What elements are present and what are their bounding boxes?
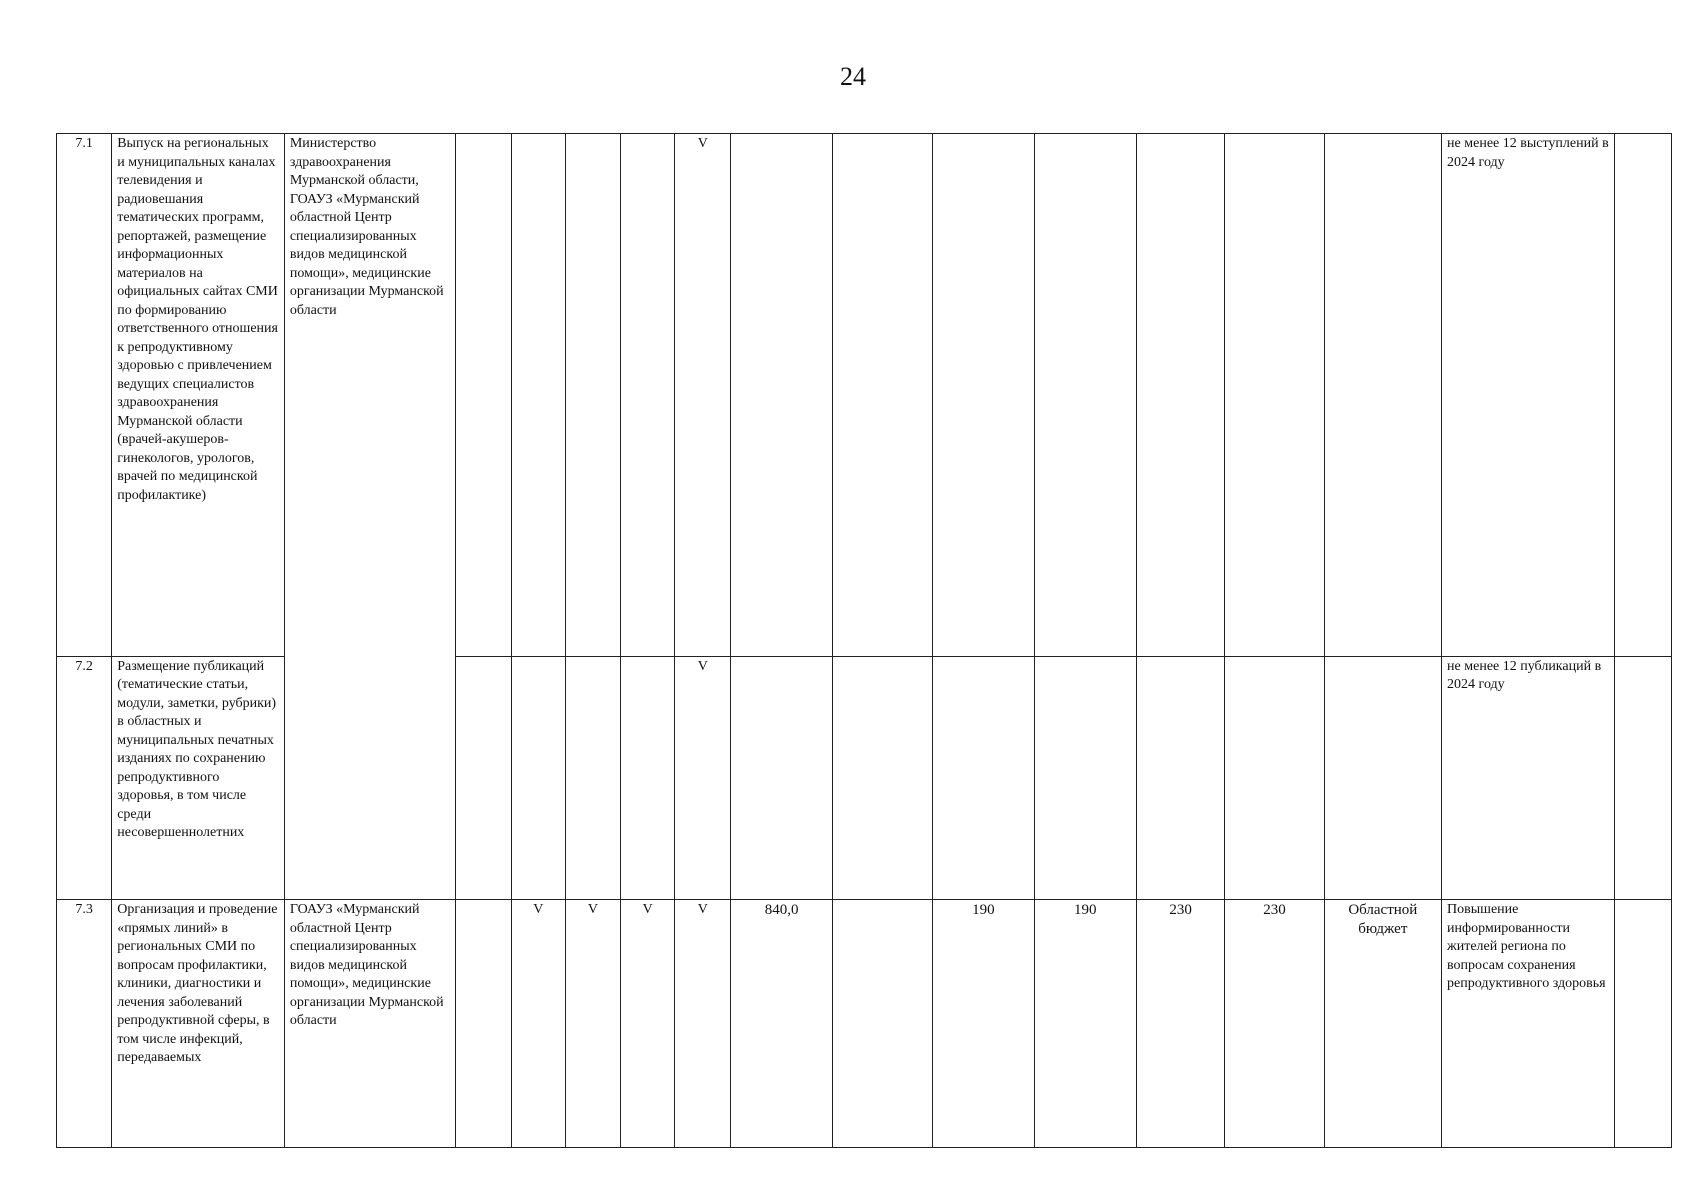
extra-mark-cell	[456, 900, 511, 1148]
table-row	[57, 134, 1672, 657]
executor-text: Министерство здравоохранения Мурманской области, ГОАУЗ «Мурманский областной Центр специализированных видов медицинской помощи», медицинские организации Мурманской области	[289, 136, 444, 318]
extra-cell	[1614, 134, 1671, 657]
executor-cell	[284, 900, 456, 1148]
quarter-4-mark: V	[675, 134, 731, 657]
year-2026-cell	[1225, 134, 1324, 657]
quarter-1-mark	[511, 656, 565, 900]
activity-cell	[112, 900, 285, 1148]
quarter-2-mark: V	[565, 900, 620, 1148]
extra-mark-cell	[456, 134, 511, 657]
result-cell	[1442, 656, 1615, 900]
result-cell	[1442, 900, 1615, 1148]
activity-text: Организация и проведение «прямых линий» в региональных СМИ по вопросам профилактики, клиники, диагностики и лечения заболеваний репродуктивной сферы, в том числе инфекций, передаваемых	[117, 902, 278, 1066]
year-2024-cell: 190	[1034, 900, 1136, 1148]
year-2022-cell	[832, 656, 932, 900]
executor-cell	[284, 134, 456, 900]
quarter-3-mark: V	[621, 900, 675, 1148]
funding-source-cell	[1324, 134, 1441, 657]
extra-cell	[1614, 656, 1671, 900]
quarter-1-mark	[511, 134, 565, 657]
activity-text: Размещение публикаций (тематические статьи, модули, заметки, рубрики) в областных и муниципальных печатных изданиях по сохранению репродуктивного здоровья, в том числе среди несовершеннолетних	[117, 658, 277, 841]
year-2024-cell	[1034, 656, 1136, 900]
year-2023-cell: 190	[933, 900, 1034, 1148]
year-2025-cell: 230	[1136, 900, 1224, 1148]
year-2026-cell: 230	[1225, 900, 1324, 1148]
year-2024-cell	[1034, 134, 1136, 657]
activity-text: Выпуск на региональных и муниципальных каналах телевидения и радиовешания тематических программ, репортажей, размещение информационных материалов на официальных сайтах СМИ по формированию ответственного отношения к репродуктивному здоровью с привлечением ведущих специалистов здравоохранения Мурманской области (врачей-акушеров-гинекологов, урологов, врачей по медицинской профилактике)	[117, 136, 278, 503]
extra-mark-cell	[456, 656, 511, 900]
quarter-4-mark: V	[675, 900, 731, 1148]
year-2026-cell	[1225, 656, 1324, 900]
quarter-2-mark	[565, 656, 620, 900]
quarter-3-mark	[621, 656, 675, 900]
year-2022-cell	[832, 134, 932, 657]
activity-cell	[112, 134, 285, 657]
result-text: не менее 12 публикаций в 2024 году	[1447, 658, 1602, 693]
result-text: не менее 12 выступлений в 2024 году	[1447, 136, 1609, 170]
quarter-1-mark: V	[511, 900, 565, 1148]
total-cell	[731, 656, 832, 900]
result-text: Повышение информированности жителей региона по вопросам сохранения репродуктивного здоровья	[1447, 902, 1606, 992]
executor-text: ГОАУЗ «Мурманский областной Центр специализированных видов медицинской помощи», медицинские организации Мурманской области	[289, 902, 444, 1029]
activity-cell	[112, 656, 285, 900]
year-2025-cell	[1136, 656, 1224, 900]
page-number: 24	[840, 62, 866, 91]
year-2022-cell	[832, 900, 932, 1148]
plan-table	[56, 133, 1672, 1148]
row-number: 7.1	[57, 134, 112, 657]
total-cell	[731, 134, 832, 657]
result-cell	[1442, 134, 1615, 657]
quarter-4-mark: V	[675, 656, 731, 900]
year-2023-cell	[933, 134, 1034, 657]
row-number: 7.2	[57, 656, 112, 900]
year-2023-cell	[933, 656, 1034, 900]
year-2025-cell	[1136, 134, 1224, 657]
funding-source-cell	[1324, 656, 1441, 900]
quarter-2-mark	[565, 134, 620, 657]
funding-source-cell: Областной бюджет	[1324, 900, 1441, 1148]
row-number: 7.3	[57, 900, 112, 1148]
quarter-3-mark	[621, 134, 675, 657]
table-row	[57, 900, 1672, 1148]
extra-cell	[1614, 900, 1671, 1148]
total-cell: 840,0	[731, 900, 832, 1148]
